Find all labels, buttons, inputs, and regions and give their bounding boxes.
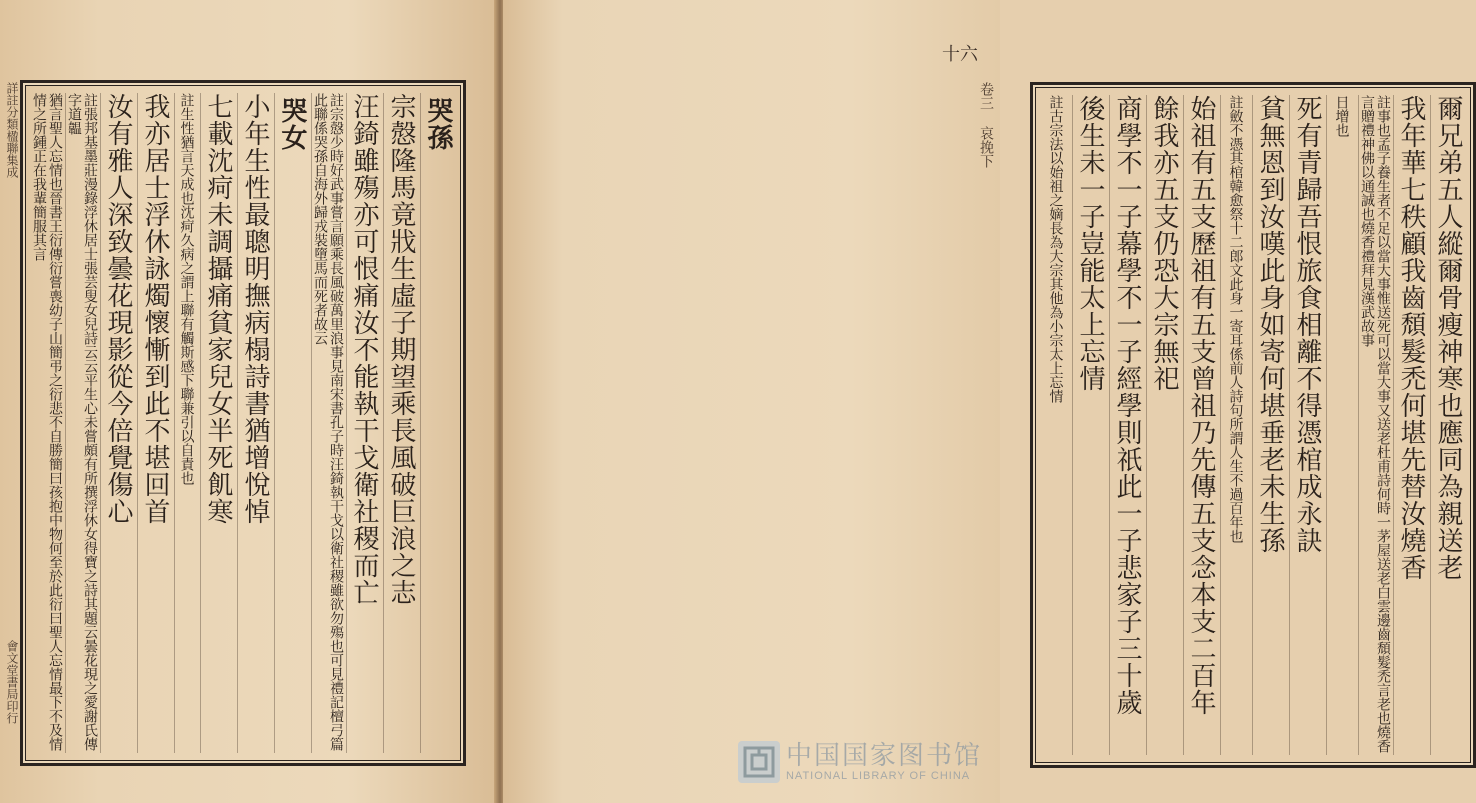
right-page-column: [1146, 95, 1181, 755]
left-page-column: [237, 93, 272, 753]
annotation-text: 猶言聖人忘情也晉書王衍傳衍嘗喪幼子山簡弔之衍悲不自勝簡曰孩抱中物何至於此衍曰聖人忘情最下不及情情之所鍾正在我輩簡服其言: [31, 93, 63, 751]
left-page-column: [174, 93, 198, 753]
right-page-column: [1289, 95, 1324, 755]
right-page-column: [1393, 95, 1428, 755]
left-page-column: [274, 93, 309, 753]
couplet-title: 哭女: [277, 97, 307, 151]
left-margin-publisher: 會文堂書局印行: [5, 640, 19, 724]
right-page-column: [1252, 95, 1287, 755]
watermark-english: NATIONAL LIBRARY OF CHINA: [785, 770, 971, 782]
right-page-column: [1041, 95, 1070, 755]
right-page-column: [1109, 95, 1144, 755]
left-page-column: [346, 93, 381, 753]
couplet-line: 死有青歸吾恨旅食相離不得憑棺成永訣: [1292, 95, 1322, 554]
annotation-text: 註古宗法以始祖之嫡長為大宗其他為小宗太上忘情: [1047, 95, 1064, 403]
left-page-column: [65, 93, 98, 753]
annotation-text: 註張邦基墨莊漫錄浮休居士張芸叟女兒詩云云平生心未嘗頗有所撰浮休女得寶之詩其題云曇花現之愛謝氏傳字道韞: [66, 93, 98, 751]
right-page-column: [1326, 95, 1356, 755]
right-page-number: 十六: [942, 44, 978, 65]
couplet-line: 貧無恩到汝嘆此身如寄何堪垂老未生孫: [1255, 95, 1285, 554]
right-margin-title: 卷三 哀挽下: [978, 82, 994, 168]
right-leaf: [503, 0, 1463, 803]
right-page-column: [1220, 95, 1250, 755]
left-page-column: [420, 93, 455, 753]
annotation-text: 註斂不憑其棺韓愈祭十二郎文此身一寄耳係前人詩句所謂人生不過百年也: [1227, 95, 1244, 543]
annotation-text: 註宗慤少時好武事嘗言願乘長風破萬里浪事見南宋書孔子時汪錡執干戈以衛社稷雖欲勿殤也可見禮記檀弓篇此聯係哭孫自海外歸戎裝墮馬而死者故云: [312, 93, 344, 751]
right-page-column: [1072, 95, 1107, 755]
left-text-frame: [20, 80, 466, 766]
right-page-column: [1183, 95, 1218, 755]
couplet-line: 餘我亦五支仍恐大宗無祀: [1149, 95, 1179, 392]
left-page-column: [383, 93, 418, 753]
couplet-line: 我亦居士浮休詠燭懷慚到此不堪回首: [140, 93, 170, 525]
right-columns: [1041, 95, 1465, 755]
couplet-line: 我年華七秩顧我齒頹髮禿何堪先替汝燒香: [1396, 95, 1426, 581]
right-page-column: [1430, 95, 1465, 755]
left-page-column: [200, 93, 235, 753]
library-logo-icon: [738, 741, 780, 783]
couplet-line: 汪錡雖殤亦可恨痛汝不能執干戈衛社稷而亡: [349, 93, 379, 606]
library-watermark: [738, 739, 982, 785]
left-leaf: [0, 0, 497, 803]
right-text-frame: [1030, 82, 1476, 768]
left-page-column: [100, 93, 135, 753]
left-columns: [31, 93, 455, 753]
couplet-line: 後生未一子豈能太上忘情: [1075, 95, 1105, 392]
left-page-column: [31, 93, 63, 753]
couplet-line: 始祖有五支歷祖有五支曾祖乃先傳五支念本支二百年: [1186, 95, 1216, 716]
watermark-chinese: 中国国家图书馆: [785, 741, 982, 771]
couplet-line: 小年生性最聰明撫病榻詩書猶增悅悼: [240, 93, 270, 525]
left-page-column: [311, 93, 344, 753]
couplet-line: 汝有雅人深致曇花現影從今倍覺傷心: [103, 93, 133, 525]
couplet-line: 七載沈疴未調攝痛貧家兒女半死飢寒: [203, 93, 233, 525]
annotation-text: 日增也: [1333, 95, 1350, 137]
left-margin-title: 詳註分類楹聯集成: [5, 82, 19, 178]
couplet-title: 哭孫: [423, 97, 453, 151]
couplet-line: 商學不一子幕學不一子經學則祇此一子悲家子三十歲: [1112, 95, 1142, 716]
annotation-text: 註生性猶言天成也沈疴久病之謂上聯有觸斯感下聯兼引以自責也: [178, 93, 195, 485]
annotation-text: 註事也孟子養生者不足以當大事惟送死可以當大事又送老杜甫詩何時一茅屋送老白雲邊齒頹髮禿言老也燒香言贈禮神佛以通誠也燒香禮拜見漢武故事: [1359, 95, 1391, 753]
left-page-column: [137, 93, 172, 753]
couplet-line: 爾兄弟五人縱爾骨瘦神寒也應同為親送老: [1433, 95, 1463, 581]
couplet-line: 宗慤隆馬竟戕生虛子期望乘長風破巨浪之志: [386, 93, 416, 606]
right-page-column: [1358, 95, 1391, 755]
